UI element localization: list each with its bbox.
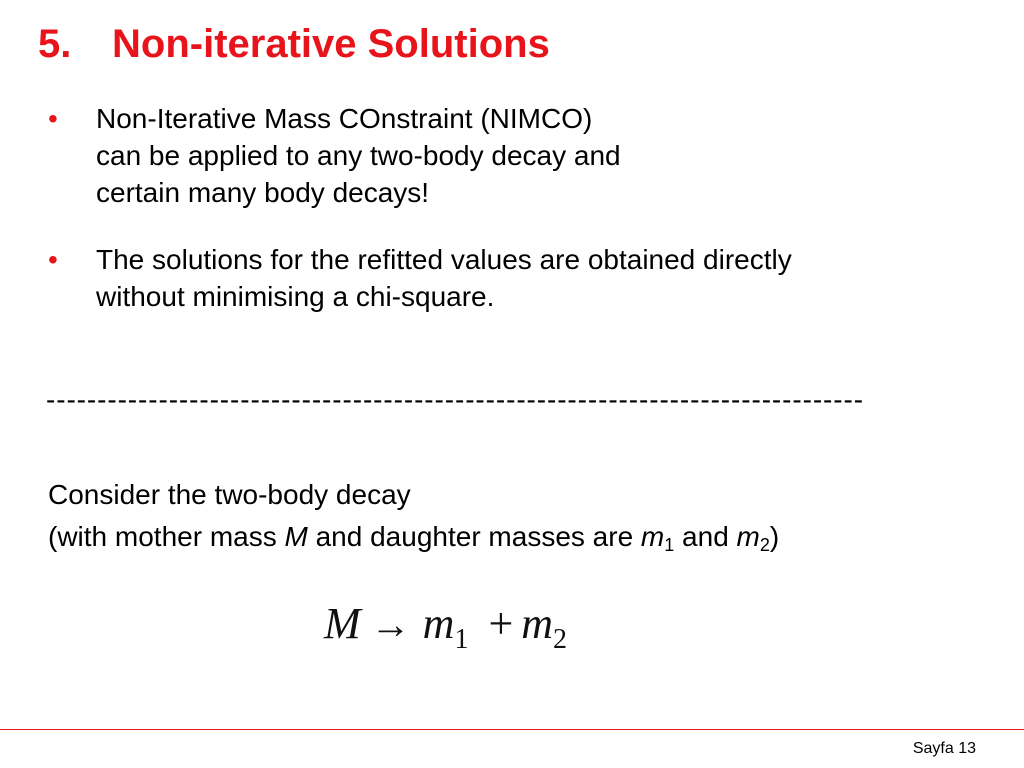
bullet-text-line: without minimising a chi-square. (96, 281, 495, 312)
equation-mother-mass: M (324, 599, 361, 648)
bullet-item-nimco (48, 100, 988, 211)
page-number: Sayfa 13 (912, 740, 976, 757)
consider-text: and (674, 521, 737, 552)
bullet-text-line: certain many body decays! (96, 177, 430, 208)
bullet-marker: • (48, 244, 58, 275)
subscript: 2 (759, 535, 770, 555)
equation-daughter-mass-1: m (422, 599, 455, 648)
equation-subscript-2: 2 (553, 624, 568, 655)
slide-title (38, 22, 550, 67)
slide-title-number: 5. (38, 22, 72, 66)
consider-text: and daughter masses are (307, 521, 641, 552)
right-arrow-icon: → (370, 602, 411, 647)
slide-title-text: Non-iterative Solutions (112, 22, 550, 66)
footer-divider (0, 729, 1024, 730)
dashed-separator: -------------------------------------------------------------------------------- (46, 384, 864, 415)
equation-plus: + (488, 599, 514, 648)
consider-line-1: Consider the two-body decay (48, 479, 411, 510)
equation-daughter-mass-2: m (521, 599, 554, 648)
daughter-mass-symbol: m (640, 521, 665, 552)
consider-text: ) (769, 521, 780, 552)
bullet-marker: • (48, 103, 58, 134)
mother-mass-symbol: M (284, 521, 308, 552)
consider-paragraph (48, 474, 779, 558)
bullet-text-line: Non-Iterative Mass COnstraint (NIMCO) (96, 103, 593, 134)
bullet-item-solutions (48, 241, 988, 315)
subscript: 1 (664, 535, 675, 555)
consider-text: (with mother mass (48, 521, 285, 552)
decay-equation (324, 598, 568, 655)
bullet-text-line: The solutions for the refitted values are obtained directly (96, 244, 792, 275)
bullet-text-line: can be applied to any two-body decay and (96, 140, 621, 171)
equation-subscript-1: 1 (454, 624, 469, 655)
bullet-list (48, 100, 988, 315)
daughter-mass-symbol: m (736, 521, 760, 552)
consider-line-2 (48, 516, 779, 558)
